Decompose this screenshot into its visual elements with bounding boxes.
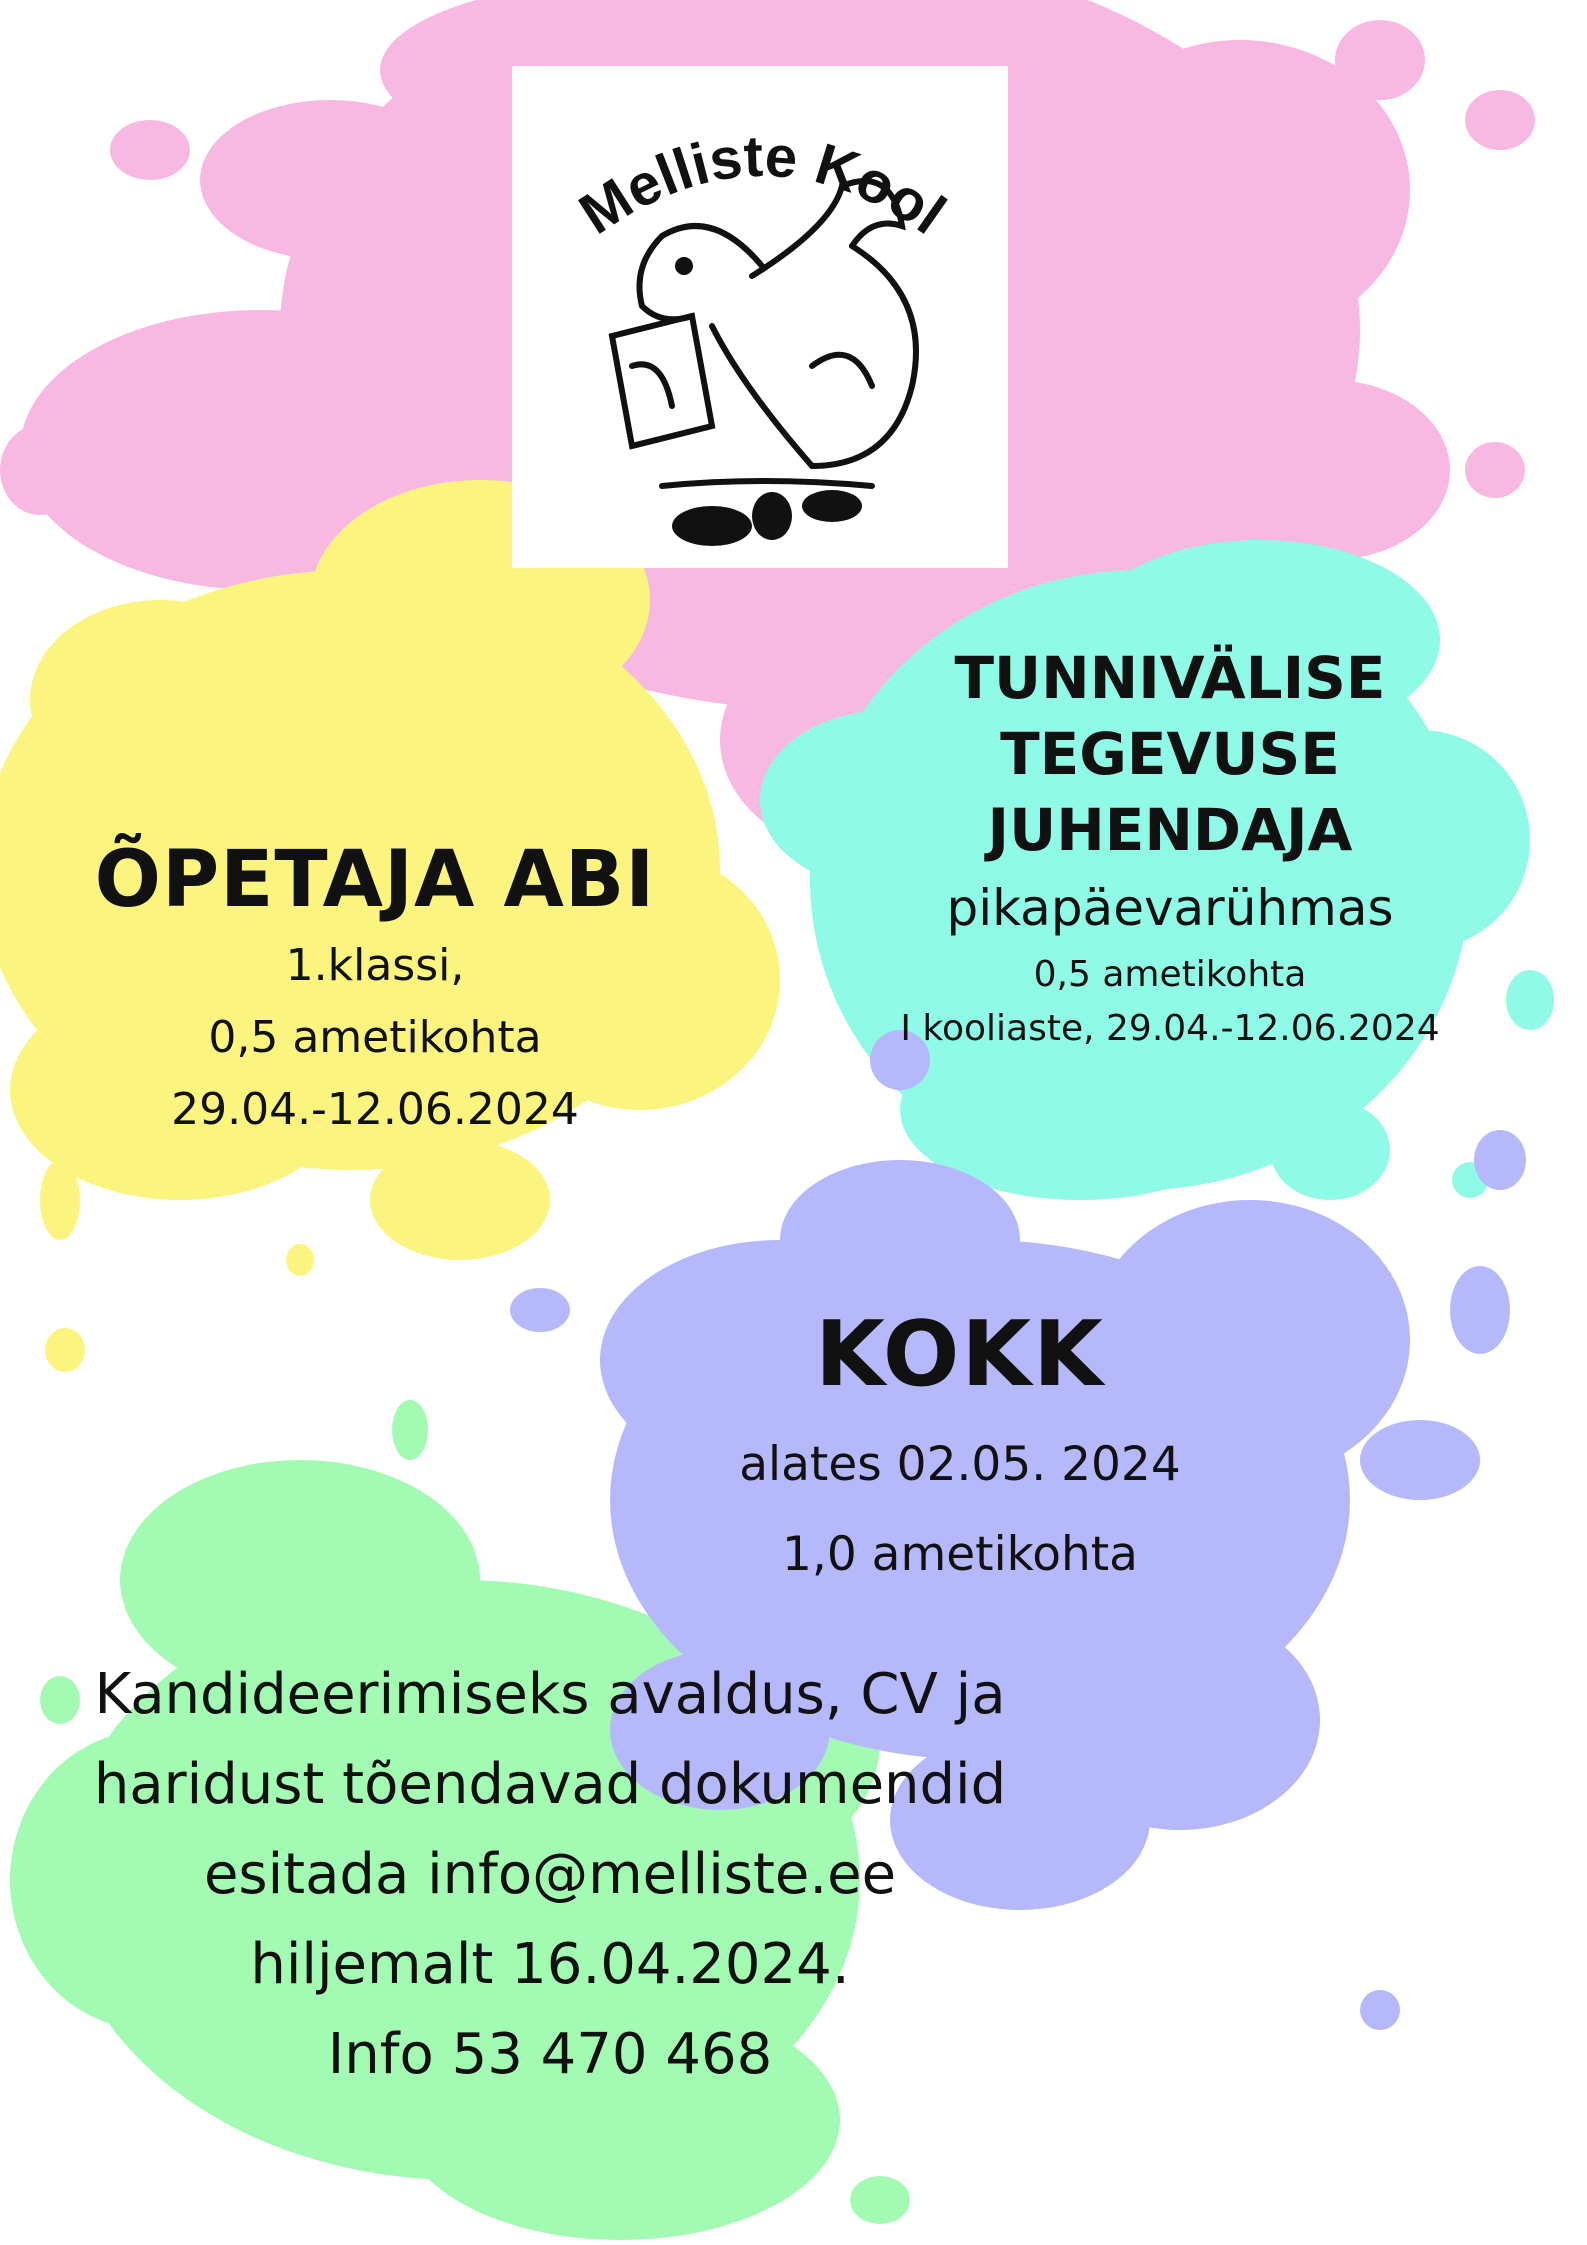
job-teacher-assistant bbox=[40, 830, 710, 1146]
job-extracurricular-supervisor bbox=[840, 640, 1500, 1056]
application-deadline: hiljemalt 16.04.2024. bbox=[250, 1932, 850, 1997]
application-phone: Info 53 470 468 bbox=[327, 2022, 773, 2087]
job-detail-workload: 0,5 ametikohta bbox=[1033, 954, 1307, 995]
job-title-line-3: JUHENDAJA bbox=[987, 796, 1353, 864]
job-title-line-2: TEGEVUSE bbox=[1000, 720, 1340, 788]
application-line-1: Kandideerimiseks avaldus, CV ja bbox=[94, 1662, 1006, 1727]
job-title-line-1: TUNNIVÄLISE bbox=[954, 644, 1386, 712]
job-detail-period: 29.04.-12.06.2024 bbox=[171, 1084, 579, 1135]
job-subtitle: pikapäevarühmas bbox=[946, 879, 1394, 937]
logo-school-name: Melliste Kool bbox=[568, 123, 958, 247]
application-line-2: haridust tõendavad dokumendid bbox=[93, 1752, 1007, 1817]
job-title: ÕPETAJA ABI bbox=[94, 835, 656, 925]
job-cook bbox=[620, 1290, 1300, 1600]
job-detail-start: alates 02.05. 2024 bbox=[739, 1437, 1181, 1492]
squirrel-logo bbox=[512, 66, 1008, 568]
acorn-and-leaves-icon bbox=[672, 490, 862, 546]
application-email-line[interactable]: esitada info@melliste.ee bbox=[203, 1842, 897, 1907]
job-detail-workload: 0,5 ametikohta bbox=[208, 1012, 542, 1063]
squirrel-icon bbox=[612, 181, 916, 486]
job-title: KOKK bbox=[815, 1302, 1105, 1407]
school-logo-card bbox=[512, 66, 1008, 568]
application-info bbox=[20, 1650, 1080, 2100]
job-detail-grade: 1.klassi, bbox=[285, 940, 465, 991]
job-detail-period: I kooliaste, 29.04.-12.06.2024 bbox=[900, 1008, 1440, 1049]
job-detail-workload: 1,0 ametikohta bbox=[782, 1527, 1138, 1582]
